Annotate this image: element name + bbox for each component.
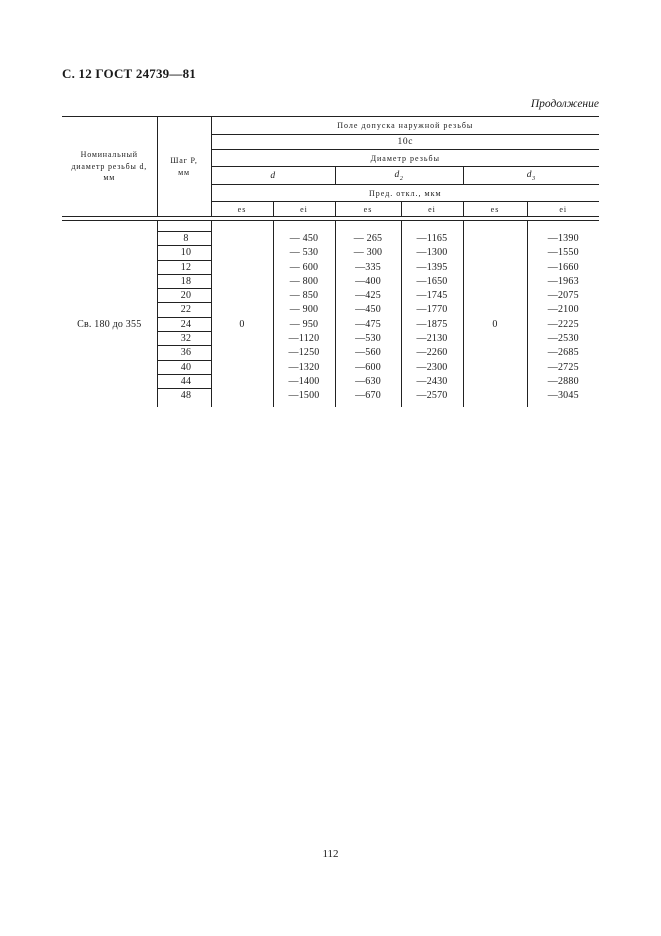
table-row xyxy=(62,246,599,260)
range-cell xyxy=(62,260,157,274)
pitch-cell: 10 xyxy=(157,246,211,260)
ei-d-cell: — 850 xyxy=(273,289,335,303)
es-d-cell: 0 xyxy=(211,317,273,331)
range-cell xyxy=(62,274,157,288)
d-column-header: d xyxy=(211,167,335,185)
es-d-cell xyxy=(211,246,273,260)
pitch-cell: 48 xyxy=(157,389,211,403)
es-d-cell xyxy=(211,274,273,288)
es-d-cell xyxy=(211,360,273,374)
es-d-cell xyxy=(211,232,273,246)
es-d2-cell: —630 xyxy=(335,374,401,388)
table-row xyxy=(62,346,599,360)
ei-d3-cell: —2100 xyxy=(527,303,599,317)
es-d3-cell xyxy=(463,303,527,317)
ei-d2-cell: —2130 xyxy=(401,332,463,346)
es-d-cell xyxy=(211,346,273,360)
range-cell xyxy=(62,332,157,346)
es-d2-cell: — 265 xyxy=(335,232,401,246)
ei-d3-cell: —1963 xyxy=(527,274,599,288)
d3-column-header: $d_3$ xyxy=(463,167,599,185)
ei-d-cell: — 530 xyxy=(273,246,335,260)
ei-d3-cell: —1390 xyxy=(527,232,599,246)
es-d3-cell xyxy=(463,246,527,260)
es-d2-cell: —530 xyxy=(335,332,401,346)
table-row xyxy=(62,389,599,403)
es-d2-cell: —335 xyxy=(335,260,401,274)
es-d2-cell: —475 xyxy=(335,317,401,331)
table-row xyxy=(62,317,599,331)
es-d2-cell: —600 xyxy=(335,360,401,374)
ei-d3-cell: —2880 xyxy=(527,374,599,388)
ei-d3-cell: —2225 xyxy=(527,317,599,331)
pitch-cell: 24 xyxy=(157,317,211,331)
ei-d2-cell: —1770 xyxy=(401,303,463,317)
es-d2-cell: —425 xyxy=(335,289,401,303)
es-d2-cell: —670 xyxy=(335,389,401,403)
ei-d3-cell: —1660 xyxy=(527,260,599,274)
pitch-cell: 22 xyxy=(157,303,211,317)
es-d3-cell xyxy=(463,260,527,274)
es-d2-cell: —560 xyxy=(335,346,401,360)
es-d3-cell xyxy=(463,360,527,374)
es-d3-cell xyxy=(463,289,527,303)
es-d-cell xyxy=(211,260,273,274)
es-d3-cell xyxy=(463,389,527,403)
ei-d-cell: —1120 xyxy=(273,332,335,346)
ei-d2-cell: —2260 xyxy=(401,346,463,360)
table-row xyxy=(62,260,599,274)
ei-d2-cell: —1395 xyxy=(401,260,463,274)
ei-d3-cell: —1550 xyxy=(527,246,599,260)
es-d3-cell xyxy=(463,374,527,388)
class-header: 10с xyxy=(211,135,599,150)
es-d2-cell: —400 xyxy=(335,274,401,288)
ei-d-cell: —1250 xyxy=(273,346,335,360)
es-d2-cell: —450 xyxy=(335,303,401,317)
ei-header: ei xyxy=(273,202,335,217)
ei-d3-cell: —2685 xyxy=(527,346,599,360)
tolerance-table xyxy=(62,116,599,407)
ei-d2-cell: —2430 xyxy=(401,374,463,388)
ei-header: ei xyxy=(527,202,599,217)
nominal-diameter-header: Номинальный диаметр резьбы d, мм xyxy=(62,117,157,217)
table-row xyxy=(62,232,599,246)
es-d3-cell: 0 xyxy=(463,317,527,331)
range-cell xyxy=(62,232,157,246)
ei-d2-cell: —1875 xyxy=(401,317,463,331)
pitch-cell: 18 xyxy=(157,274,211,288)
table-row xyxy=(62,274,599,288)
es-d-cell xyxy=(211,389,273,403)
range-cell xyxy=(62,346,157,360)
es-header: es xyxy=(211,202,273,217)
ei-d2-cell: —1745 xyxy=(401,289,463,303)
thread-diameter-header: Диаметр резьбы xyxy=(211,150,599,167)
es-d3-cell xyxy=(463,274,527,288)
tolerance-field-header: Поле допуска наружной резьбы xyxy=(211,117,599,135)
es-d-cell xyxy=(211,289,273,303)
continuation-label: Продолжение xyxy=(530,98,599,110)
es-d-cell xyxy=(211,303,273,317)
pitch-cell: 36 xyxy=(157,346,211,360)
es-d3-cell xyxy=(463,346,527,360)
range-cell: Св. 180 до 355 xyxy=(77,318,142,330)
es-d3-cell xyxy=(463,332,527,346)
ei-d-cell: —1500 xyxy=(273,389,335,403)
ei-d3-cell: —2725 xyxy=(527,360,599,374)
ei-d3-cell: —3045 xyxy=(527,389,599,403)
d2-column-header: $d_2$ xyxy=(335,167,463,185)
pitch-cell: 44 xyxy=(157,374,211,388)
range-cell xyxy=(62,289,157,303)
table-row xyxy=(62,289,599,303)
limit-deviation-header: Пред. откл., мкм xyxy=(211,185,599,202)
ei-header: ei xyxy=(401,202,463,217)
range-cell xyxy=(62,246,157,260)
page-number: 112 xyxy=(322,848,339,860)
ei-d-cell: — 450 xyxy=(273,232,335,246)
es-d-cell xyxy=(211,332,273,346)
page-header-title: С. 12 ГОСТ 24739—81 xyxy=(62,66,196,81)
range-cell xyxy=(62,389,157,403)
pitch-cell: 20 xyxy=(157,289,211,303)
table-row xyxy=(62,374,599,388)
ei-d2-cell: —1650 xyxy=(401,274,463,288)
es-d2-cell: — 300 xyxy=(335,246,401,260)
pitch-cell: 8 xyxy=(157,232,211,246)
ei-d2-cell: —2570 xyxy=(401,389,463,403)
es-header: es xyxy=(463,202,527,217)
range-cell xyxy=(62,303,157,317)
pitch-header: Шаг P, мм xyxy=(157,117,211,217)
pitch-cell: 32 xyxy=(157,332,211,346)
ei-d2-cell: —1165 xyxy=(401,232,463,246)
ei-d-cell: —1320 xyxy=(273,360,335,374)
es-d-cell xyxy=(211,374,273,388)
pitch-cell: 12 xyxy=(157,260,211,274)
table-row xyxy=(62,303,599,317)
ei-d2-cell: —1300 xyxy=(401,246,463,260)
ei-d-cell: — 800 xyxy=(273,274,335,288)
table-row xyxy=(62,360,599,374)
table-row xyxy=(62,332,599,346)
range-cell xyxy=(62,374,157,388)
ei-d-cell: — 900 xyxy=(273,303,335,317)
ei-d-cell: — 600 xyxy=(273,260,335,274)
es-d3-cell xyxy=(463,232,527,246)
ei-d3-cell: —2530 xyxy=(527,332,599,346)
es-header: es xyxy=(335,202,401,217)
range-cell xyxy=(62,360,157,374)
ei-d3-cell: —2075 xyxy=(527,289,599,303)
ei-d-cell: — 950 xyxy=(273,317,335,331)
ei-d-cell: —1400 xyxy=(273,374,335,388)
pitch-cell: 40 xyxy=(157,360,211,374)
ei-d2-cell: —2300 xyxy=(401,360,463,374)
